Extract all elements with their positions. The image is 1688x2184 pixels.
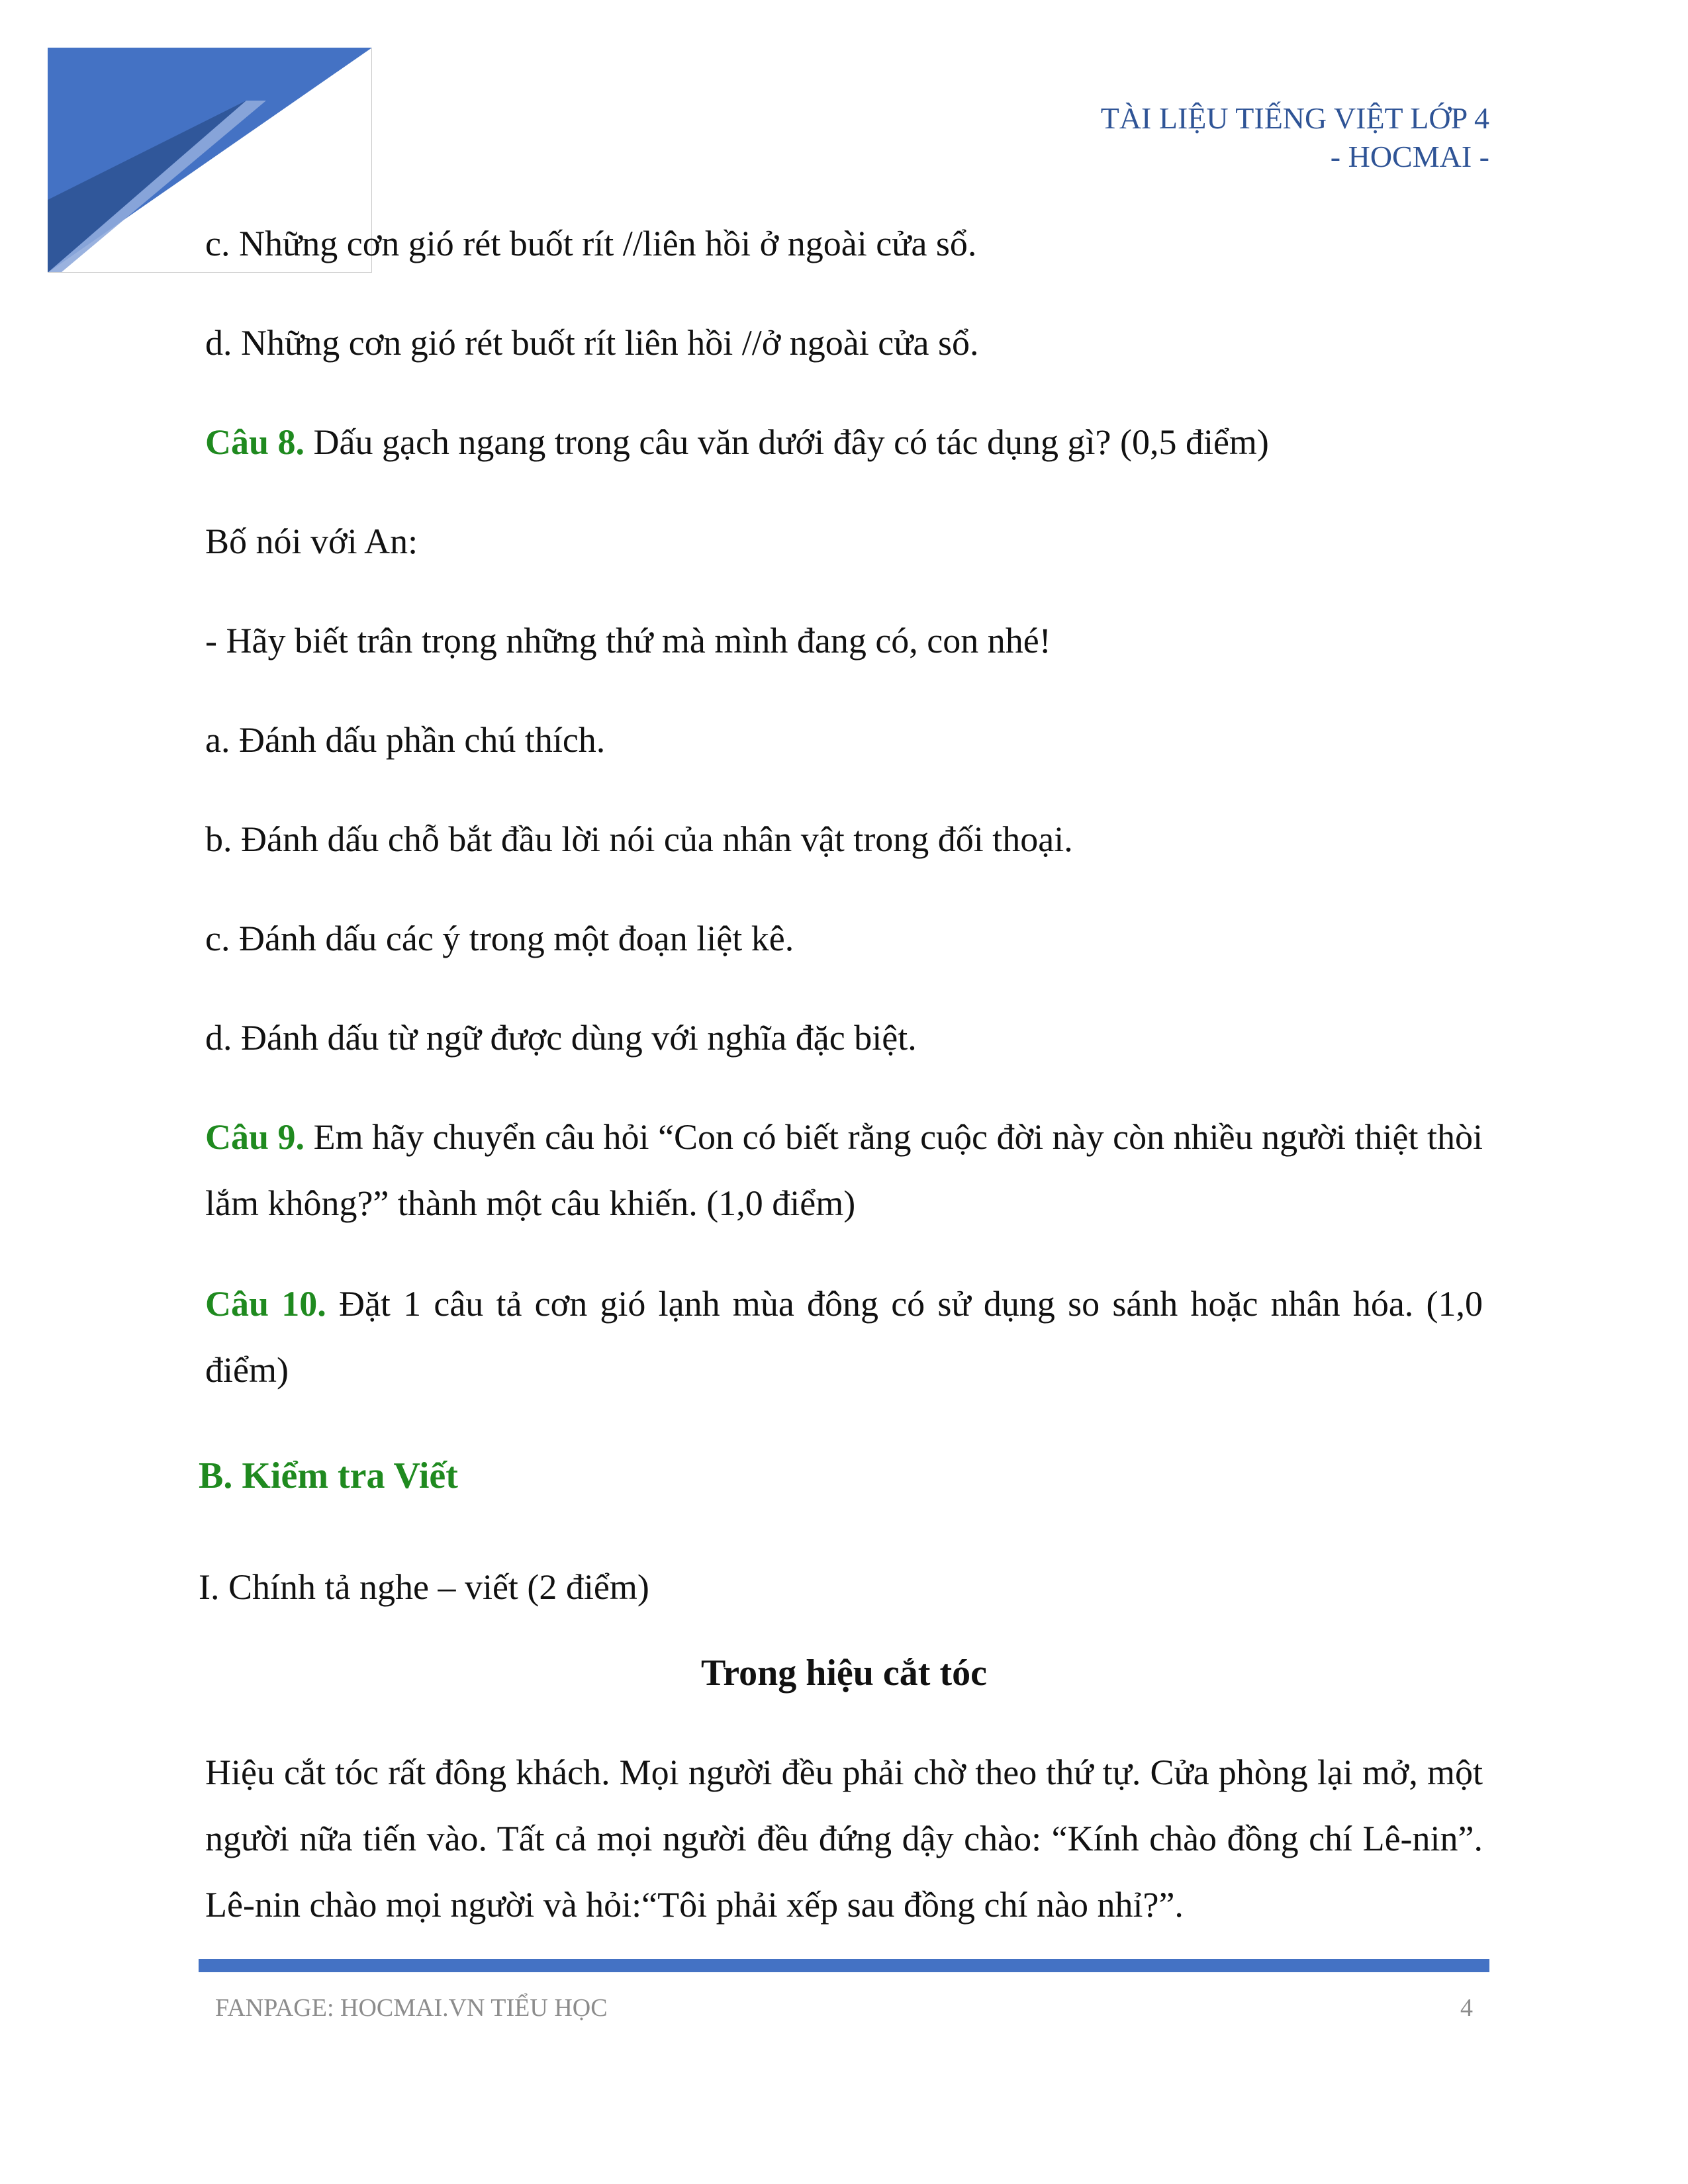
section-b-part1: I. Chính tả nghe – viết (2 điểm) — [199, 1567, 649, 1607]
q8-text: Dấu gạch ngang trong câu văn dưới đây có tác dụng gì? (0,5 điểm) — [305, 422, 1269, 462]
section-b-title: B. Kiểm tra Viết — [199, 1455, 458, 1496]
passage-text: Hiệu cắt tóc rất đông khách. Mọi người đều phải chờ theo thứ tự. Cửa phòng lại mở, một người nữa tiến vào. Tất cả mọi người đều đứng dậy chào: “Kính chào đồng chí Lê-nin”. Lê-nin chào mọi người và hỏi:“Tôi phải xếp sau đồng chí nào nhỉ?”. — [205, 1752, 1483, 1925]
q8-label: Câu 8. — [205, 422, 305, 462]
q9-question — [205, 1104, 1483, 1236]
footer-divider — [199, 1959, 1489, 1972]
page-header — [1101, 99, 1489, 176]
q9-label: Câu 9. — [205, 1117, 305, 1157]
q8-question — [205, 409, 1483, 475]
q8-option-d: d. Đánh dấu từ ngữ được dùng với nghĩa đặc biệt. — [205, 1018, 917, 1058]
q7-option-c: c. Những cơn gió rét buốt rít //liên hồi ở ngoài cửa sổ. — [205, 224, 977, 263]
q10-text: Đặt 1 câu tả cơn gió lạnh mùa đông có sử dụng so sánh hoặc nhân hóa. (1,0 điểm) — [205, 1284, 1483, 1390]
q8-option-b: b. Đánh dấu chỗ bắt đầu lời nói của nhân vật trong đối thoại. — [205, 819, 1073, 859]
q8-quote-line1: Bố nói với An: — [205, 522, 418, 561]
q10-question — [205, 1271, 1483, 1403]
q7-option-d: d. Những cơn gió rét buốt rít liên hồi //ở ngoài cửa sổ. — [205, 323, 979, 363]
q10-label: Câu 10. — [205, 1284, 326, 1324]
q8-quote-line2: - Hãy biết trân trọng những thứ mà mình đang có, con nhé! — [205, 621, 1051, 660]
q9-text: Em hãy chuyển câu hỏi “Con có biết rằng cuộc đời này còn nhiều người thiệt thòi lắm không?” thành một câu khiến. (1,0 điểm) — [205, 1117, 1483, 1223]
q8-option-a: a. Đánh dấu phần chú thích. — [205, 720, 606, 760]
header-subtitle: - HOCMAI - — [1330, 140, 1489, 173]
footer-fanpage: FANPAGE: HOCMAI.VN TIỂU HỌC — [215, 1994, 608, 2022]
q8-option-c: c. Đánh dấu các ý trong một đoạn liệt kê. — [205, 919, 794, 958]
passage-title: Trong hiệu cắt tóc — [701, 1653, 987, 1694]
footer-page-number: 4 — [1460, 1994, 1473, 2022]
header-title: TÀI LIỆU TIẾNG VIỆT LỚP 4 — [1100, 101, 1489, 135]
